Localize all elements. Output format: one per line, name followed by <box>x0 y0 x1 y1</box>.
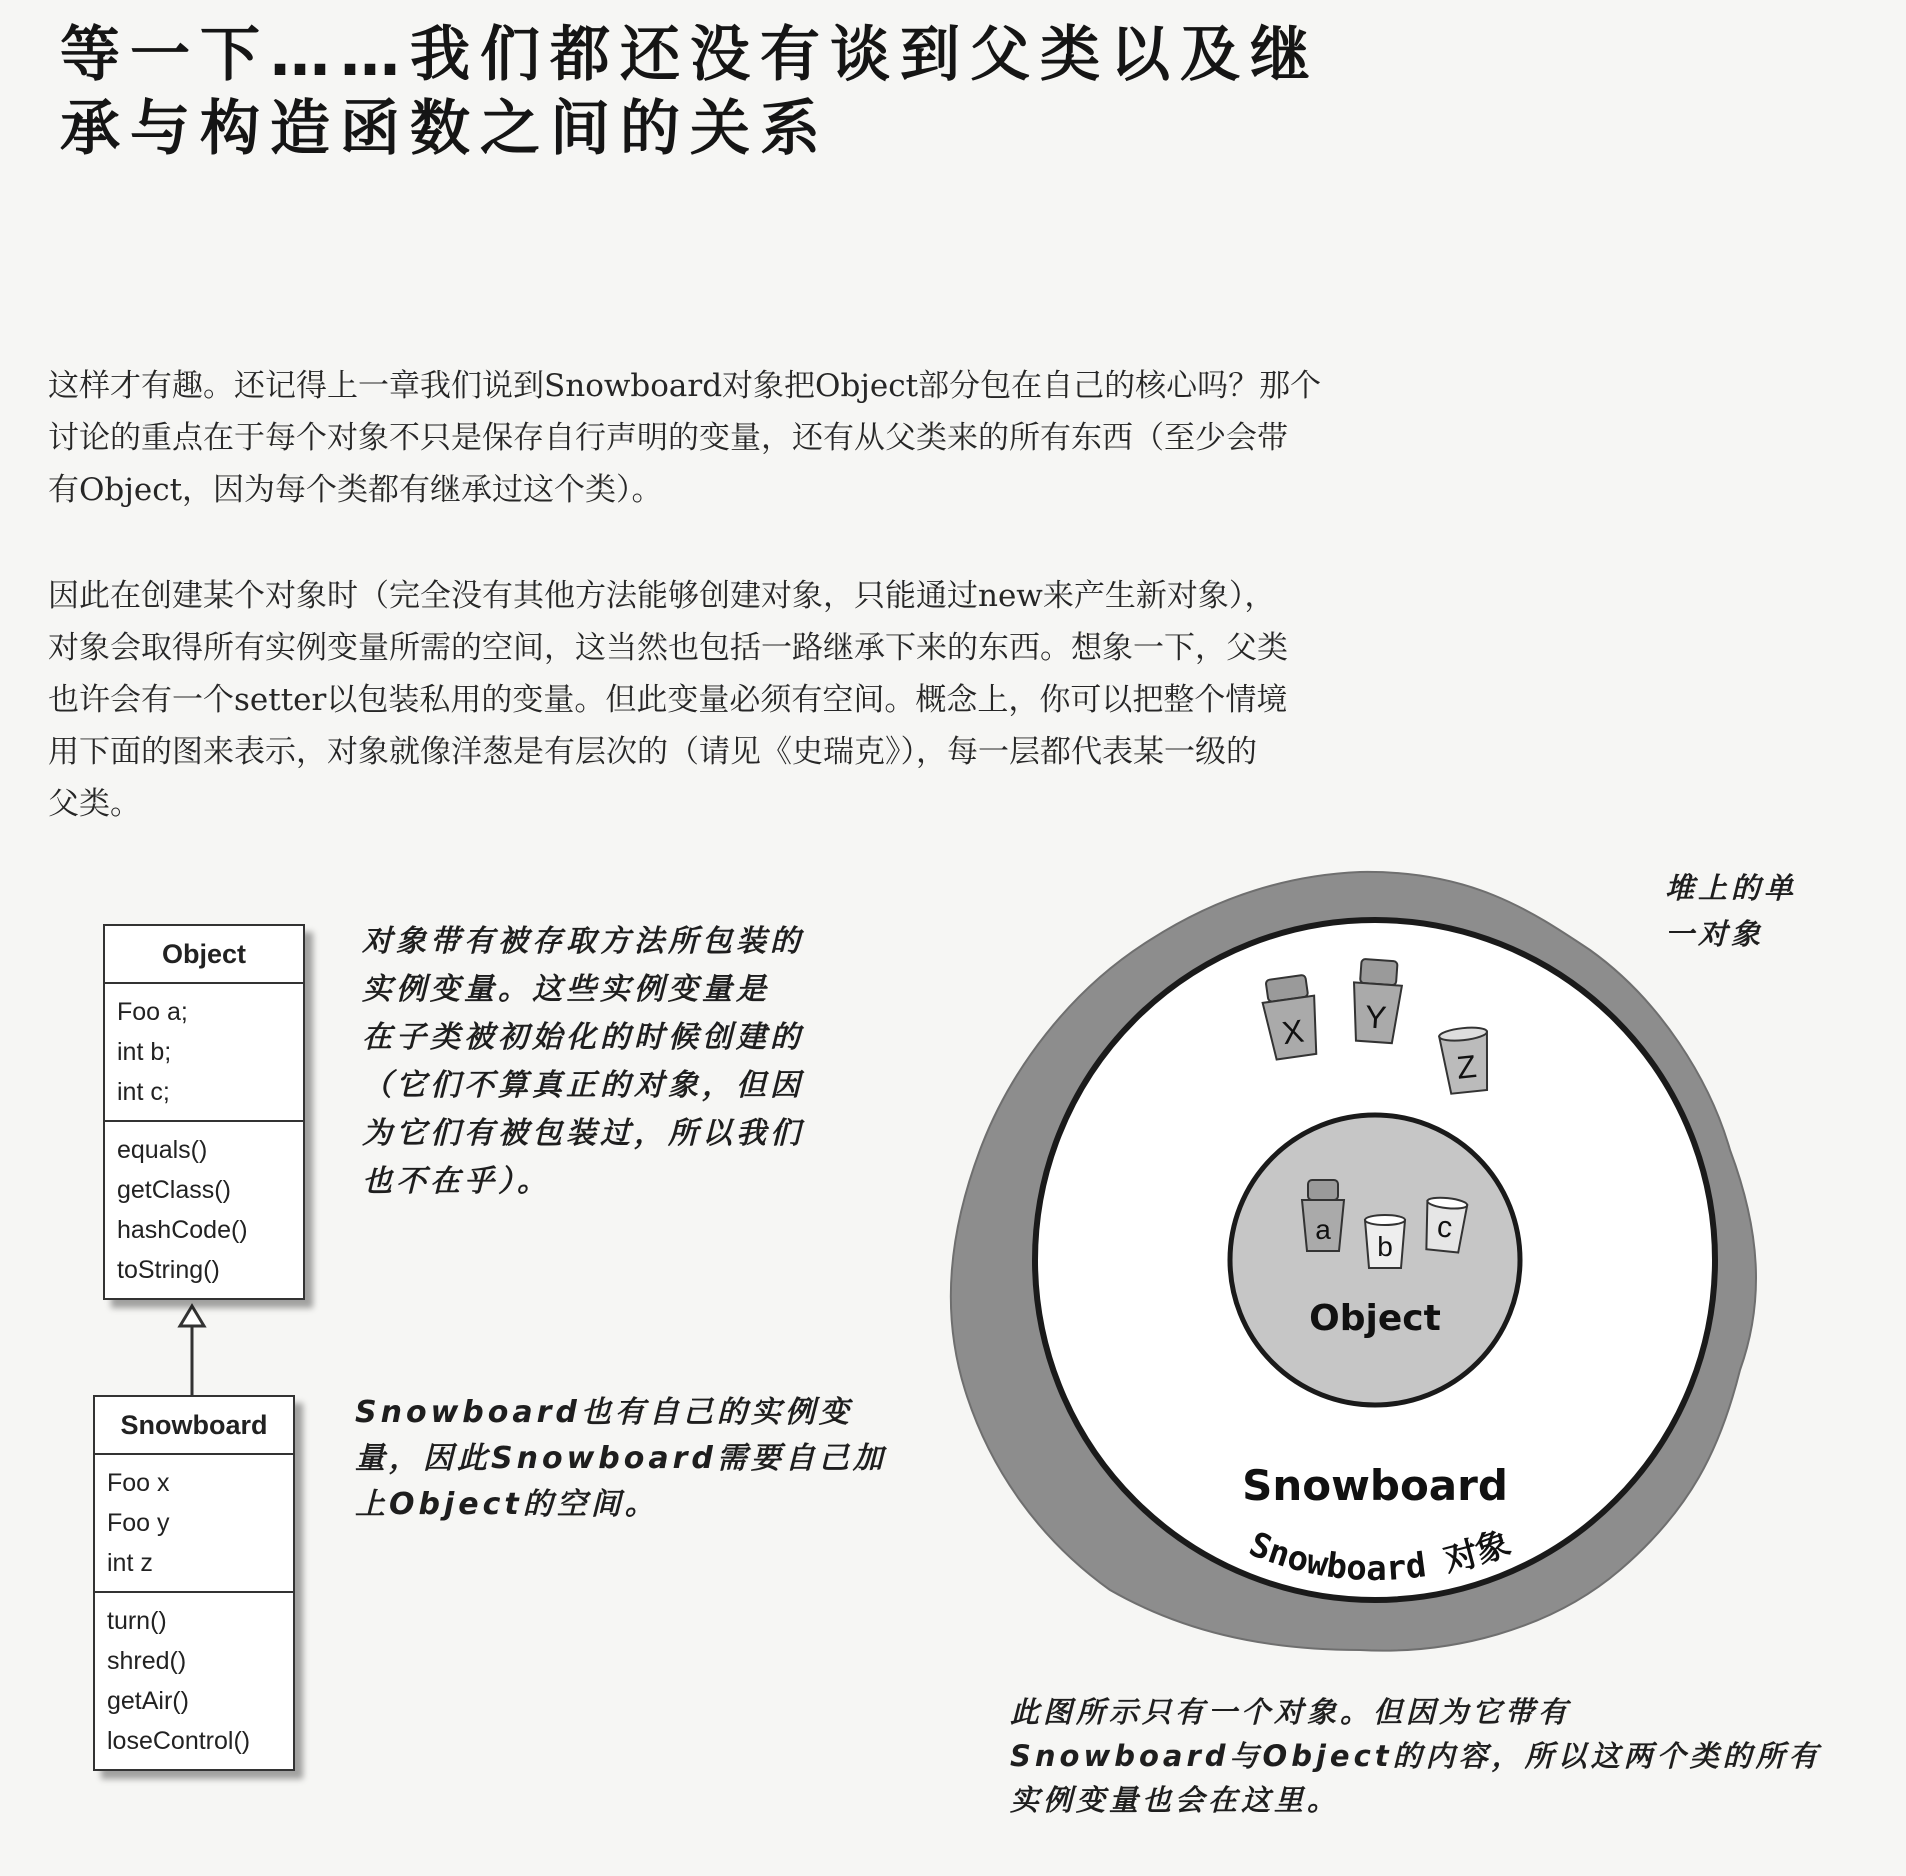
uml-field: Foo y <box>107 1509 170 1537</box>
caption-line: 此图所示只有一个对象。但因为它带有 <box>1010 1695 1572 1729</box>
headline-line-2: 承与构造函数之间的关系 <box>60 94 830 164</box>
note-line: 上Object的空间。 <box>355 1487 659 1522</box>
diagram-caption <box>1010 1690 1822 1822</box>
object-core-label: Object <box>1309 1298 1441 1339</box>
uml-object-fields <box>105 984 303 1120</box>
uml-field: Foo x <box>107 1469 170 1497</box>
uml-method: shred() <box>107 1647 187 1675</box>
uml-class-object <box>103 924 305 1300</box>
uml-method: equals() <box>117 1136 208 1164</box>
note-line: （它们不算真正的对象，但因 <box>362 1068 804 1103</box>
variable-label: c <box>1435 1210 1454 1245</box>
snowboard-object-label: Snowboard 对象 <box>1243 1523 1516 1590</box>
note-line: 为它们有被包装过，所以我们 <box>362 1116 804 1151</box>
uml-object-title: Object <box>105 926 303 984</box>
uml-method: toString() <box>117 1256 220 1284</box>
paragraph-line: 有Object，因为每个类都有继承过这个类）。 <box>48 472 663 508</box>
variable-label: Y <box>1363 998 1388 1036</box>
variable-label: a <box>1315 1214 1331 1245</box>
paragraph-line: 用下面的图来表示，对象就像洋葱是有层次的（请见《史瑞克》），每一层都代表某一级的 <box>48 734 1257 770</box>
caption-line: Snowboard与Object的内容，所以这两个类的所有 <box>1010 1739 1822 1773</box>
intro-paragraph <box>48 360 1498 516</box>
uml-method: hashCode() <box>117 1216 248 1244</box>
note-line: 也不在乎）。 <box>362 1164 551 1199</box>
heap-label-line: 堆上的单 <box>1665 871 1798 905</box>
page-headline <box>60 18 1360 166</box>
uml-snowboard-title: Snowboard <box>95 1397 293 1455</box>
variable-label: b <box>1377 1231 1393 1262</box>
uml-method: getAir() <box>107 1687 189 1715</box>
explanation-paragraph <box>48 570 1498 830</box>
uml-field: Foo a; <box>117 998 188 1026</box>
caption-line: 实例变量也会在这里。 <box>1010 1783 1341 1817</box>
variable-cup-a <box>1302 1180 1344 1251</box>
paragraph-line: 因此在创建某个对象时（完全没有其他方法能够创建对象，只能通过new来产生新对象）， <box>48 578 1276 614</box>
paragraph-line: 对象会取得所有实例变量所需的空间，这当然也包括一路继承下来的东西。想象一下，父类 <box>48 630 1288 666</box>
heap-label-line: 一对象 <box>1665 917 1765 951</box>
uml-snowboard-methods <box>95 1591 293 1769</box>
snowboard-layer-label: Snowboard <box>1242 1461 1508 1510</box>
uml-field: int b; <box>117 1038 172 1066</box>
headline-line-1: 等一下……我们都还没有谈到父类以及继 <box>60 20 1320 90</box>
note-line: 量，因此Snowboard需要自己加 <box>355 1441 887 1476</box>
paragraph-line: 讨论的重点在于每个对象不只是保存自行声明的变量，还有从父类来的所有东西（至少会带 <box>48 420 1288 456</box>
paragraph-line: 父类。 <box>48 786 141 822</box>
uml-snowboard-fields <box>95 1455 293 1591</box>
uml-method: turn() <box>107 1607 167 1635</box>
inheritance-arrow <box>150 1300 230 1400</box>
note-line: Snowboard也有自己的实例变 <box>355 1395 853 1430</box>
variable-cup-b <box>1365 1215 1405 1268</box>
note-line: 在子类被初始化的时候创建的 <box>362 1020 804 1055</box>
uml-method: loseControl() <box>107 1727 251 1755</box>
uml-object-methods <box>105 1120 303 1298</box>
note-object-variables <box>362 918 804 1206</box>
paragraph-line: 这样才有趣。还记得上一章我们说到Snowboard对象把Object部分包在自己的核心吗？那个 <box>48 368 1322 404</box>
note-line: 实例变量。这些实例变量是 <box>362 972 770 1007</box>
variable-label: Z <box>1454 1048 1479 1086</box>
paragraph-line: 也许会有一个setter以包装私用的变量。但此变量必须有空间。概念上，你可以把整个情境 <box>48 682 1288 718</box>
note-snowboard-variables <box>355 1390 887 1528</box>
uml-field: int c; <box>117 1078 170 1106</box>
variable-label: X <box>1279 1012 1307 1052</box>
uml-method: getClass() <box>117 1176 231 1204</box>
note-line: 对象带有被存取方法所包装的 <box>362 924 804 959</box>
object-onion-diagram <box>930 850 1790 1670</box>
uml-class-snowboard <box>93 1395 295 1771</box>
uml-field: int z <box>107 1549 153 1577</box>
